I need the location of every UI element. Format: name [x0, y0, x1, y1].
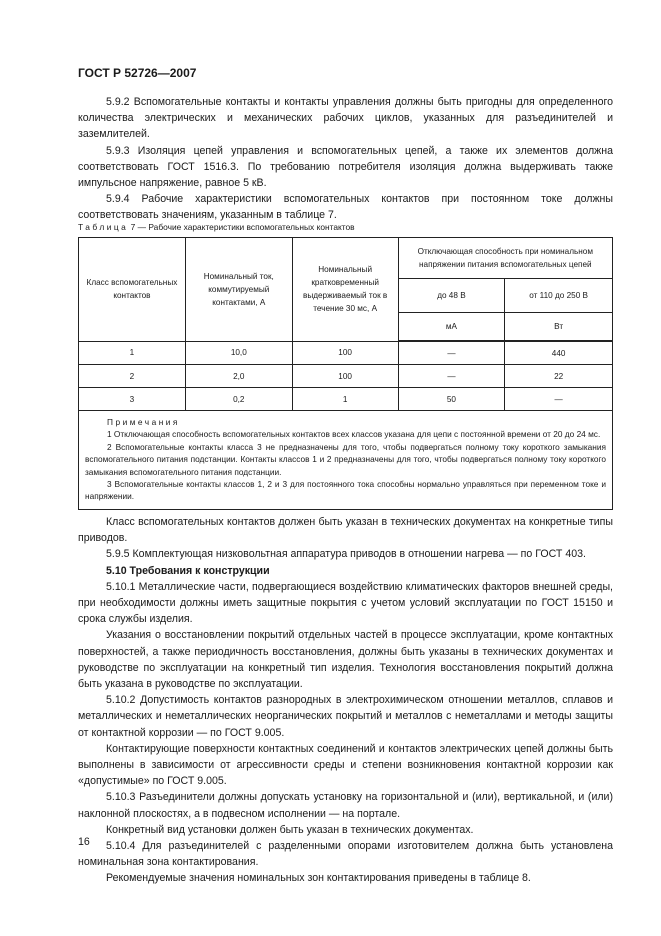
table-7: [78, 237, 613, 510]
note: 2 Вспомогательные контакты класса 3 не предназначены для того, чтобы подвергаться полному току короткого замыкания вспомогательного питания подстанции. Контакты классов 1 и 2 предназначены для того, чтобы подвергаться полному току короткого замыкания вспомогательного питания подстанции.: [85, 441, 606, 477]
cell: —: [398, 341, 505, 365]
unit-w: Вт: [505, 313, 613, 342]
paragraph: 5.10.2 Допустимость контактов разнородных в электрохимическом отношении металлов, сплавов и металлических и неметаллических неорганических покрытий и металлов с неметаллами и методы защиты от контактной коррозии — по ГОСТ 9.005.: [78, 694, 613, 739]
cell: 100: [292, 341, 398, 365]
cell: 50: [398, 388, 505, 411]
unit-ma: мА: [398, 313, 505, 342]
table-caption: [78, 222, 355, 232]
paragraph: 5.10.4 Для разъединителей с разделенными опорами изготовителем должна быть установлена номинальная зона контактирования.: [78, 840, 613, 869]
header-110-250: от 110 до 250 В: [505, 279, 613, 313]
paragraph: Контактирующие поверхности контактных соединений и контактов электрических цепей должны быть выполнены в зависимости от агрессивности среды и степени возникновения контактной коррозии как «допустимые» по ГОСТ 9.005.: [78, 742, 613, 788]
table-row: [79, 341, 613, 365]
paragraph: 5.9.3 Изоляция цепей управления и вспомогательных цепей, а также их элементов должна соответствовать ГОСТ 1516.3. По требованию потребителя изоляция должна выдерживать также импульсное напряжение, равное 5 кВ.: [78, 144, 613, 190]
paragraph: 5.10.1 Металлические части, подвергающиеся воздействию климатических факторов внешней среды, при необходимости должны иметь защитные покрытия с учетом условий эксплуатации по ГОСТ 15150 и срока службы изделия.: [78, 580, 613, 626]
paragraph: 5.9.2 Вспомогательные контакты и контакты управления должны быть пригодны для определенного количества электрических и механических рабочих циклов, указанных для разъединителей и заземлителей.: [78, 96, 613, 141]
section-heading: 5.10 Требования к конструкции: [106, 564, 270, 577]
cell: 100: [292, 365, 398, 388]
table-row: [79, 388, 613, 411]
document-header: ГОСТ Р 52726—2007: [78, 66, 197, 80]
cell: 2: [79, 365, 186, 388]
header-nominal-current: Номинальный ток, коммутируемый контактами, А: [185, 238, 292, 342]
cell: 0,2: [185, 388, 292, 411]
note: 3 Вспомогательные контакты классов 1, 2 и 3 для постоянного тока способны нормально управляться при переменном токе и напряжении.: [85, 479, 606, 502]
cell: 440: [505, 341, 613, 365]
header-breaking-capacity: Отключающая способность при номинальном напряжении питания вспомогательных цепей: [398, 238, 612, 279]
cell: 1: [292, 388, 398, 411]
paragraph: 5.10.3 Разъединители должны допускать установку на горизонтальной и (или), вертикальной, и (или) наклонной плоскостях, а в подвесном исполнении — на портале.: [78, 791, 613, 820]
notes-title: Примечания: [107, 417, 180, 427]
paragraph: Указания о восстановлении покрытий отдельных частей в процессе эксплуатации, кроме контактных поверхностей, а также периодичность восстановления, должны быть указаны в технических документах и руководстве по эксплуатации на конкретный тип изделия. Технология восстановления покрытий должна быть указана в руководстве по эксплуатации.: [78, 629, 613, 691]
header-class: Класс вспомогательных контактов: [79, 238, 186, 342]
header-up-to-48: до 48 В: [398, 279, 505, 313]
header-short-time-current: Номинальный кратковременный выдерживаемый ток в течение 30 мс, А: [292, 238, 398, 342]
section-text-bottom: [78, 514, 613, 887]
cell: —: [505, 388, 613, 411]
paragraph: 5.9.4 Рабочие характеристики вспомогательных контактов при постоянном токе должны соответствовать значениям, указанным в таблице 7.: [78, 193, 613, 222]
section-text-top: [78, 94, 613, 224]
table-notes: [79, 411, 613, 510]
cell: 2,0: [185, 365, 292, 388]
table-row: [79, 365, 613, 388]
caption-label: Таблица: [78, 222, 129, 232]
page-number: 16: [78, 836, 90, 848]
paragraph: Конкретный вид установки должен быть указан в технических документах.: [106, 823, 474, 836]
paragraph: Класс вспомогательных контактов должен быть указан в технических документах на конкретные типы приводов.: [78, 516, 613, 545]
cell: —: [398, 365, 505, 388]
paragraph: Рекомендуемые значения номинальных зон контактирования приведены в таблице 8.: [106, 872, 531, 885]
cell: 22: [505, 365, 613, 388]
cell: 3: [79, 388, 186, 411]
cell: 10,0: [185, 341, 292, 365]
paragraph: 5.9.5 Комплектующая низковольтная аппаратура приводов в отношении нагрева — по ГОСТ 403.: [106, 548, 586, 561]
caption-title: 7 — Рабочие характеристики вспомогательных контактов: [128, 222, 355, 232]
note: 1 Отключающая способность вспомогательных контактов всех классов указана для цепи с постоянной времени от 20 до 24 мс.: [107, 429, 601, 440]
cell: 1: [79, 341, 186, 365]
